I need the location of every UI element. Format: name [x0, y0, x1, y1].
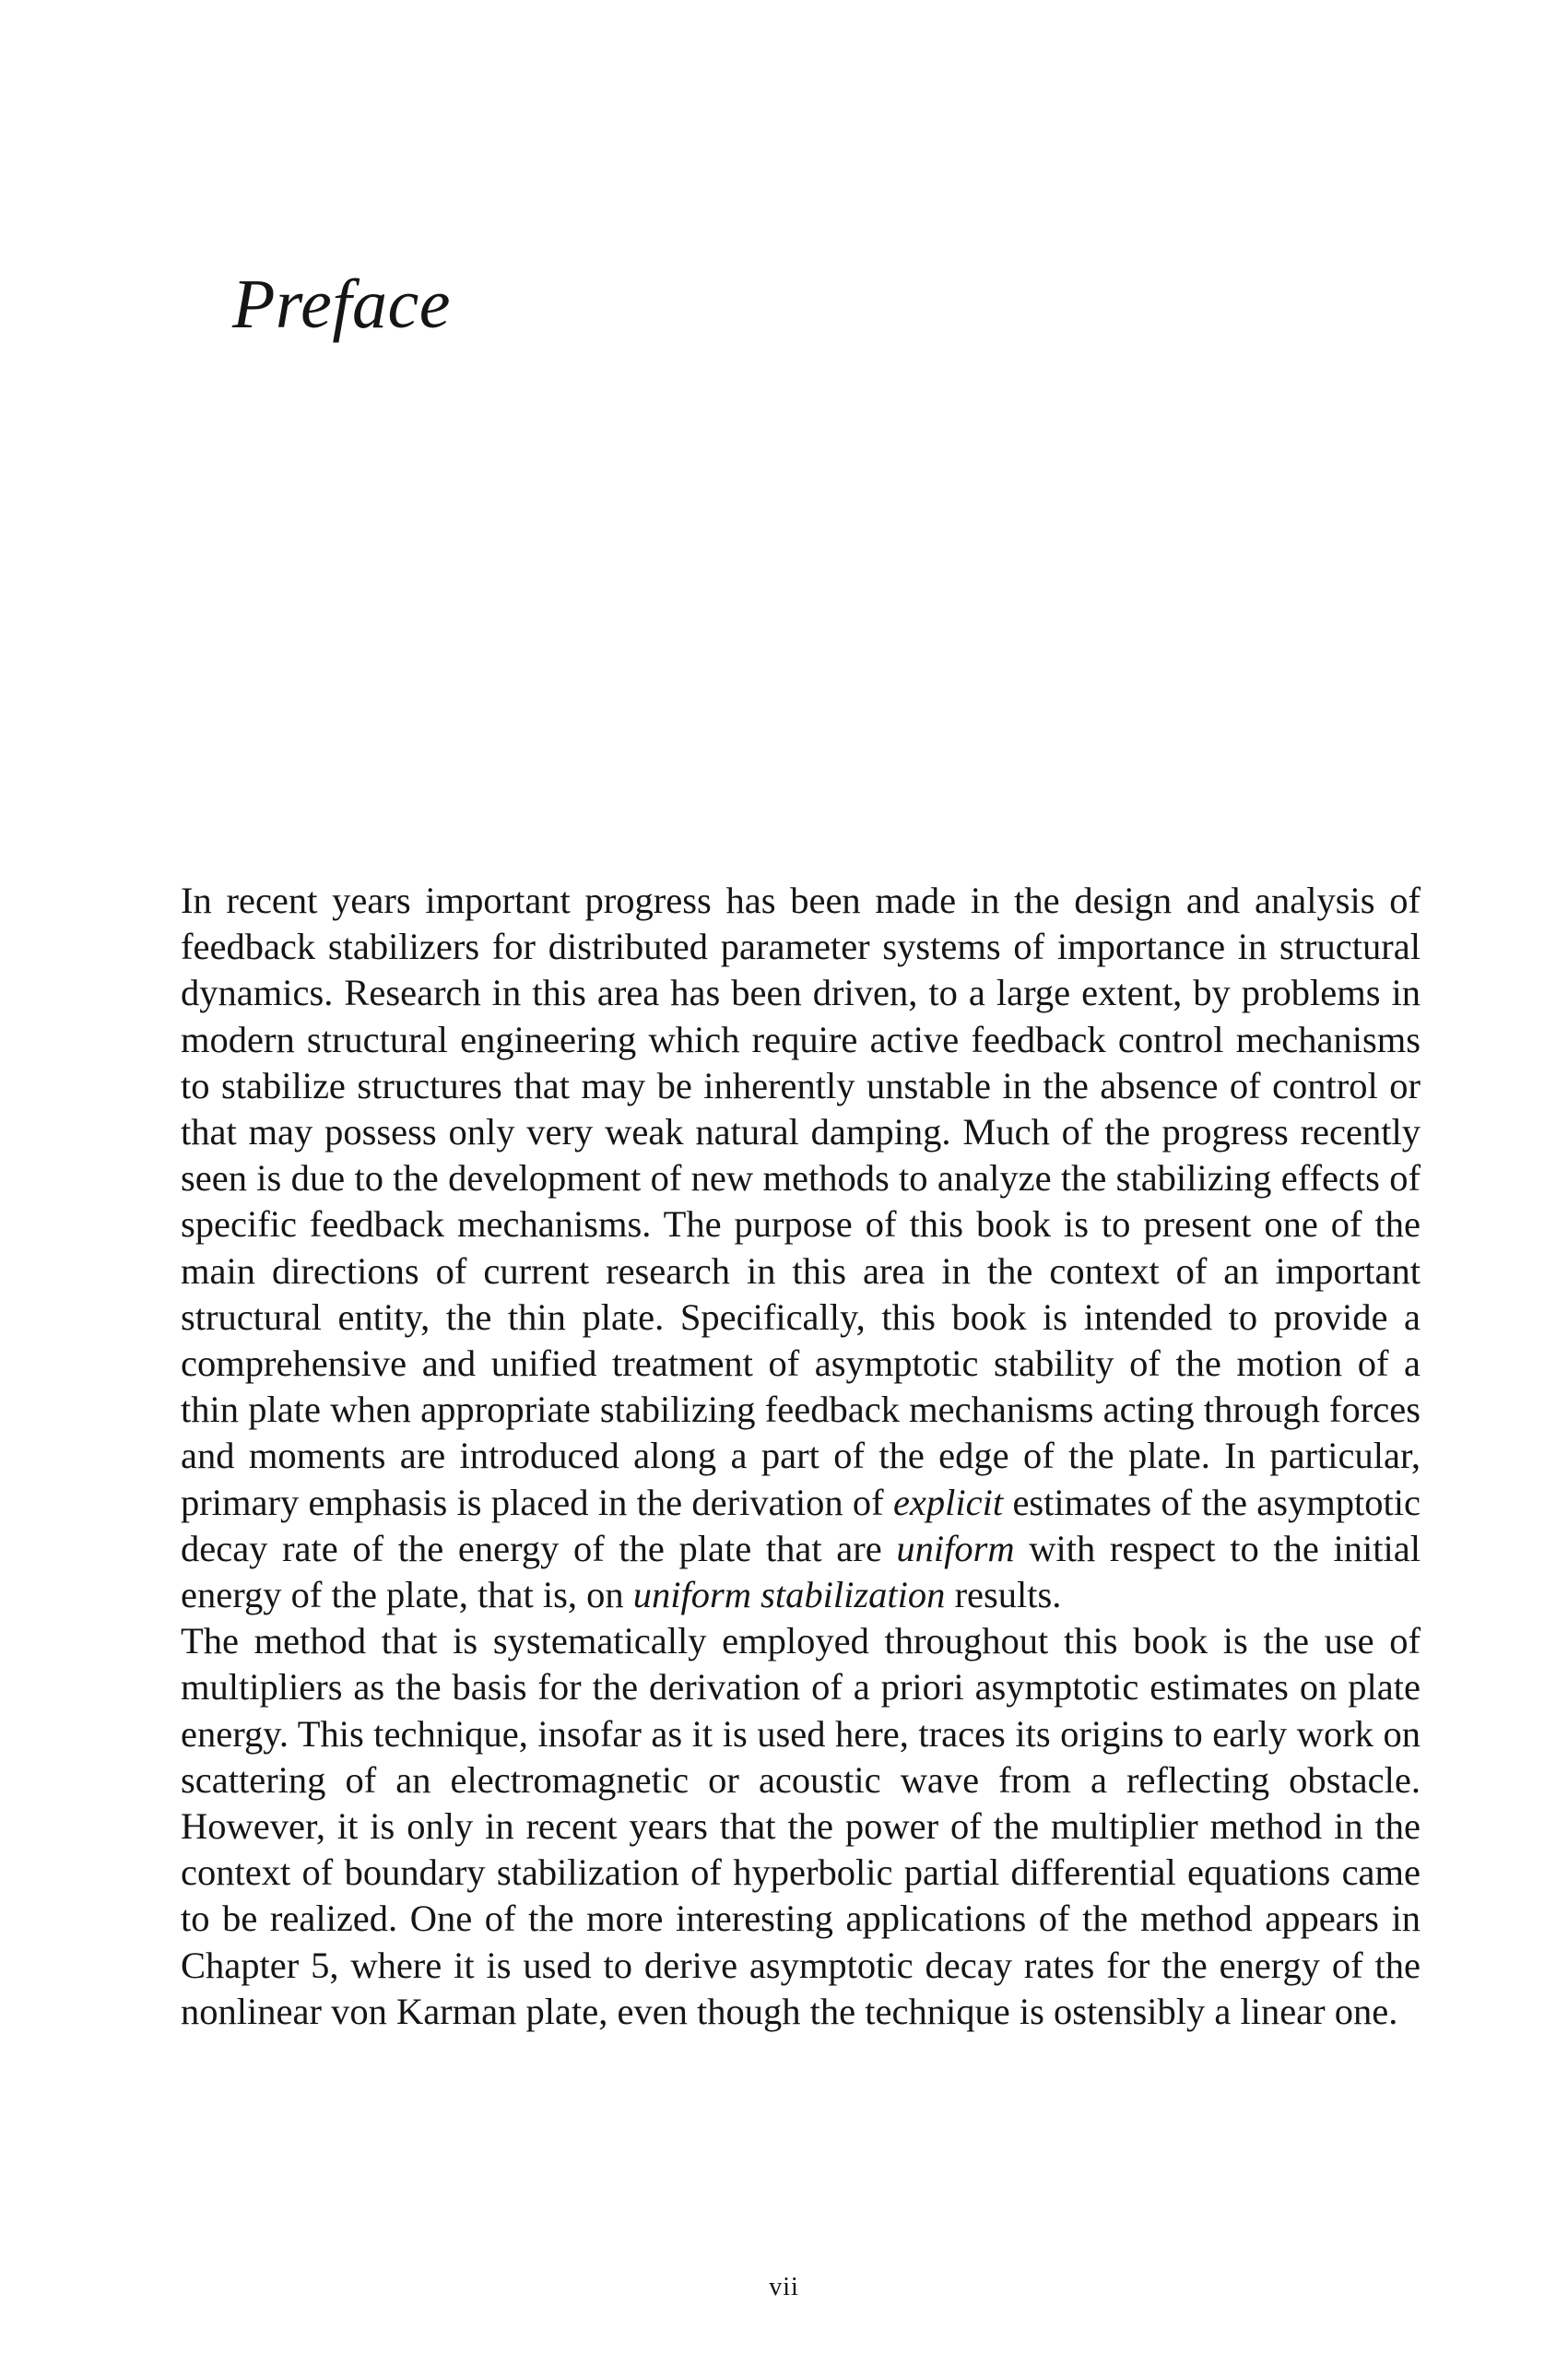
emphasis-uniform-stabilization: uniform stabilization — [632, 1574, 946, 1616]
paragraph-2: The method that is systematically employed throughout this book is the use of multipliers as the basis for the derivation of a priori asymptotic estimates on plate energy. This technique, insofar as it is used here, traces its origins to early work on scattering of an electromagnetic or acoustic wave from a reflecting obstacle. However, it is only in recent years that the power of the multiplier method in the context of boundary stabilization of hyperbolic partial differential equations came to be realized. One of the more interesting applications of the method appears in Chapter 5, where it is used to derive asymptotic decay rates for the energy of the nonlinear von Karman plate, even though the technique is ostensibly a linear one. — [181, 1620, 1421, 2032]
emphasis-uniform: uniform — [896, 1527, 1015, 1569]
page-number: vii — [769, 2273, 799, 2301]
emphasis-explicit: explicit — [892, 1481, 1004, 1523]
page-title: Preface — [232, 266, 451, 343]
preface-body — [181, 878, 1421, 2035]
paragraph-1 — [181, 878, 1421, 1618]
paragraph-1-text-b: estimates of the asymptotic decay rate of the energy of the plate that are — [181, 1481, 1421, 1569]
paragraph-1-text-d: results. — [945, 1574, 1062, 1616]
paragraph-1-text-a: In recent years important progress has been made in the design and analysis of feedback stabilizers for distributed parameter systems of importance in structural dynamics. Research in this area has been driven, to a large extent, by problems in modern structural engineering which require active feedback control mechanisms to stabilize structures that may be inherently unstable in the absence of control or that may possess only very weak natural damping. Much of the progress recently seen is due to the development of new methods to analyze the stabilizing effects of specific feedback mechanisms. The purpose of this book is to present one of the main directions of current research in this area in the context of an important structural entity, the thin plate. Specifically, this book is intended to provide a comprehensive and unified treatment of asymptotic stability of the motion of a thin plate when appropriate stabilizing feedback mechanisms acting through forces and moments are introduced along a part of the edge of the plate. In particular, primary emphasis is placed in the derivation of — [181, 880, 1421, 1523]
paragraph-1-text-c: with respect to the initial energy of the plate, that is, on — [181, 1527, 1421, 1616]
